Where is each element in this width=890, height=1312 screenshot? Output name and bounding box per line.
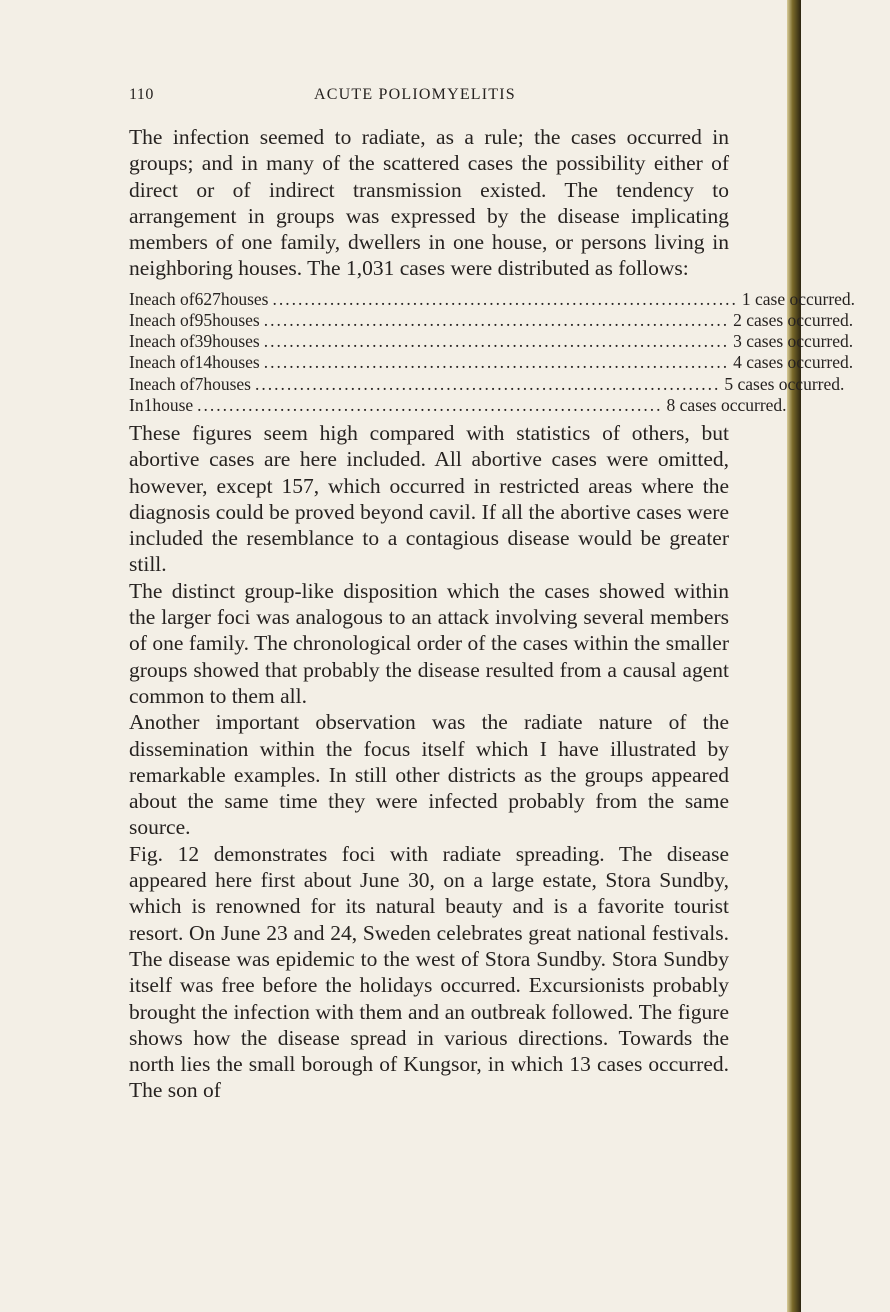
page-edge-binding <box>787 0 801 1312</box>
distribution-table <box>129 288 856 416</box>
body-text <box>129 124 856 1104</box>
paragraph-radiate-nature: Another important observation was the radiate nature of the dissemination within the focus itself which I have illustrated by remarkable examples. In still other districts as the groups appeared about the same time they were infected probably from the same source. <box>129 710 729 840</box>
row-prefix: In <box>129 331 144 352</box>
dot-leader: ......................................................................... <box>263 309 730 330</box>
row-prefix: In <box>129 288 144 309</box>
row-each: each of <box>143 309 195 330</box>
page-number: 110 <box>129 86 154 103</box>
dot-leader: ......................................................................... <box>254 373 721 394</box>
table-row <box>129 288 856 310</box>
row-each: each of <box>143 373 195 394</box>
table-row <box>129 331 854 352</box>
row-result: 5 cases occurred. <box>724 373 845 394</box>
row-prefix: In <box>129 373 144 394</box>
row-unit: houses <box>220 288 269 309</box>
row-unit: houses <box>212 331 260 352</box>
row-result: 4 cases occurred. <box>733 352 854 373</box>
row-prefix: In <box>129 352 144 373</box>
row-unit: houses <box>203 373 251 394</box>
dot-leader: ......................................................................... <box>263 352 730 373</box>
paragraph-fig-12: Fig. 12 demonstrates foci with radiate spreading. The disease appeared here first about June 30, on a large estate, Stora Sundby, which is renowned for its natural beauty and is a favorite tourist resort. On June 23 and 24, Sweden celebrates great national festivals. The disease was epidemic to the west of Stora Sundby. Stora Sundby itself was free before the holidays occurred. Excursionists probably brought the infection with them and an outbreak followed. The figure shows how the disease spread in various directions. Towards the north lies the small borough of Kungsor, in which 13 cases occurred. The son of <box>129 841 729 1103</box>
paragraph-abortive-cases: These figures seem high compared with statistics of others, but abortive cases are here included. All abortive cases were omitted, however, except 157, which occurred in restricted areas where the diagnosis could be proved beyond cavil. If all the abortive cases were included the resemblance to a contagious disease would be greater still. <box>129 421 729 577</box>
row-result: 1 case occurred. <box>741 288 856 309</box>
paragraph-group-disposition: The distinct group-like disposition which the cases showed within the larger foci was analogous to an attack involving several members of one family. The chronological order of the cases within the smaller groups showed that probably the disease resulted from a causal agent common to them all. <box>129 578 729 708</box>
row-result: 3 cases occurred. <box>733 331 854 352</box>
table-row <box>129 373 845 395</box>
row-result: 2 cases occurred. <box>733 309 854 330</box>
row-each: each of <box>143 352 195 373</box>
dot-leader: ......................................................................... <box>272 288 738 309</box>
row-unit: houses <box>212 309 260 330</box>
row-each: each of <box>143 288 195 309</box>
dot-leader: ......................................................................... <box>263 331 730 352</box>
running-header <box>129 86 729 110</box>
row-each: each of <box>143 331 195 352</box>
table-row <box>129 309 854 331</box>
row-house-count: 1 <box>143 394 153 415</box>
row-unit: house <box>152 394 194 415</box>
dot-leader: ......................................................................... <box>197 394 663 415</box>
row-house-count: 627 <box>194 288 221 309</box>
row-prefix: In <box>129 309 144 330</box>
row-prefix: In <box>129 394 144 415</box>
row-unit: houses <box>212 352 260 373</box>
table-row <box>129 352 854 373</box>
row-house-count: 95 <box>194 309 213 330</box>
row-result: 8 cases occurred. <box>666 394 787 415</box>
row-house-count: 39 <box>194 331 213 352</box>
running-title: ACUTE POLIOMYELITIS <box>314 86 516 103</box>
row-house-count: 7 <box>194 373 204 394</box>
paragraph-intro: The infection seemed to radiate, as a rule; the cases occurred in groups; and in many of the scattered cases the possibility either of direct or of indirect transmission existed. The tendency to arrangement in groups was expressed by the disease implicating members of one family, dwellers in one house, or persons living in neighboring houses. The 1,031 cases were distributed as follows: <box>129 125 729 281</box>
row-house-count: 14 <box>194 352 213 373</box>
table-row <box>129 394 787 416</box>
